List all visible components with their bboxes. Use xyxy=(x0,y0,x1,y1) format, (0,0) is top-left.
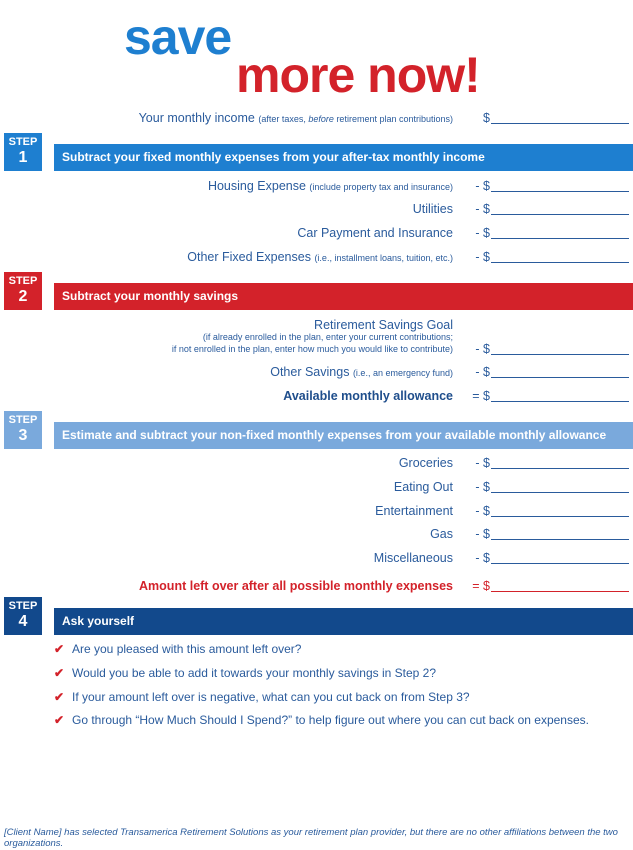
entertainment-field[interactable] xyxy=(491,516,629,517)
question-item: ✔ If your amount left over is negative, what can you cut back on from Step 3? xyxy=(54,690,470,704)
allowance-field[interactable] xyxy=(491,401,629,402)
leftover-field[interactable] xyxy=(491,591,629,592)
check-icon: ✔ xyxy=(54,713,65,727)
step-3-badge: STEP 3 xyxy=(4,411,42,449)
check-icon: ✔ xyxy=(54,642,65,656)
income-label: Your monthly income (after taxes, before retirement plan contributions) xyxy=(138,111,453,125)
title-more-now: more now! xyxy=(236,47,480,103)
goal-field[interactable] xyxy=(491,354,629,355)
goal-row: if not enrolled in the plan, enter how much you would like to contribute) - $ xyxy=(0,342,633,362)
groceries-field[interactable] xyxy=(491,468,629,469)
step-4-badge: STEP 4 xyxy=(4,597,42,635)
gas-field[interactable] xyxy=(491,539,629,540)
eating-out-field[interactable] xyxy=(491,492,629,493)
allowance-row: Available monthly allowance = $ xyxy=(0,389,633,409)
other-savings-row: Other Savings (i.e., an emergency fund) - $ xyxy=(0,365,633,385)
fixed-row-car: Car Payment and Insurance - $ xyxy=(0,226,633,246)
step-2-heading: Subtract your monthly savings xyxy=(54,283,633,310)
title-save: save xyxy=(124,9,232,65)
fixed-row-other: Other Fixed Expenses (i.e., installment loans, tuition, etc.) - $ xyxy=(0,250,633,270)
nonfixed-row-gas: Gas - $ xyxy=(0,527,633,547)
fixed-row-utilities: Utilities - $ xyxy=(0,202,633,222)
step-1-heading: Subtract your fixed monthly expenses from your after-tax monthly income xyxy=(54,144,633,171)
other-savings-field[interactable] xyxy=(491,377,629,378)
check-icon: ✔ xyxy=(54,666,65,680)
goal-title: Retirement Savings Goal xyxy=(314,318,453,332)
step-2-badge: STEP 2 xyxy=(4,272,42,310)
nonfixed-row-groceries: Groceries - $ xyxy=(0,456,633,476)
income-sign: $ xyxy=(483,111,490,125)
nonfixed-row-misc: Miscellaneous - $ xyxy=(0,551,633,571)
question-item: ✔ Go through “How Much Should I Spend?” to help figure out where you can cut back on expenses. xyxy=(54,713,589,727)
leftover-row: Amount left over after all possible monthly expenses = $ xyxy=(0,579,633,599)
step-3-heading: Estimate and subtract your non-fixed monthly expenses from your available monthly allowance xyxy=(54,422,633,449)
nonfixed-row-entertainment: Entertainment - $ xyxy=(0,504,633,524)
question-item: ✔ Are you pleased with this amount left over? xyxy=(54,642,302,656)
car-field[interactable] xyxy=(491,238,629,239)
other-fixed-field[interactable] xyxy=(491,262,629,263)
step-1-badge: STEP 1 xyxy=(4,133,42,171)
fixed-row-housing: Housing Expense (include property tax and insurance) - $ xyxy=(0,179,633,199)
goal-note-1: (if already enrolled in the plan, enter your current contributions; xyxy=(202,332,453,342)
income-field[interactable] xyxy=(491,123,629,124)
nonfixed-row-eating-out: Eating Out - $ xyxy=(0,480,633,500)
disclaimer: [Client Name] has selected Transamerica Retirement Solutions as your retirement plan provider, but there are no other affiliations between the two organizations. xyxy=(4,827,618,849)
misc-field[interactable] xyxy=(491,563,629,564)
step-4-heading: Ask yourself xyxy=(54,608,633,635)
housing-field[interactable] xyxy=(491,191,629,192)
utilities-field[interactable] xyxy=(491,214,629,215)
income-row xyxy=(0,111,633,131)
question-item: ✔ Would you be able to add it towards your monthly savings in Step 2? xyxy=(54,666,436,680)
check-icon: ✔ xyxy=(54,690,65,704)
